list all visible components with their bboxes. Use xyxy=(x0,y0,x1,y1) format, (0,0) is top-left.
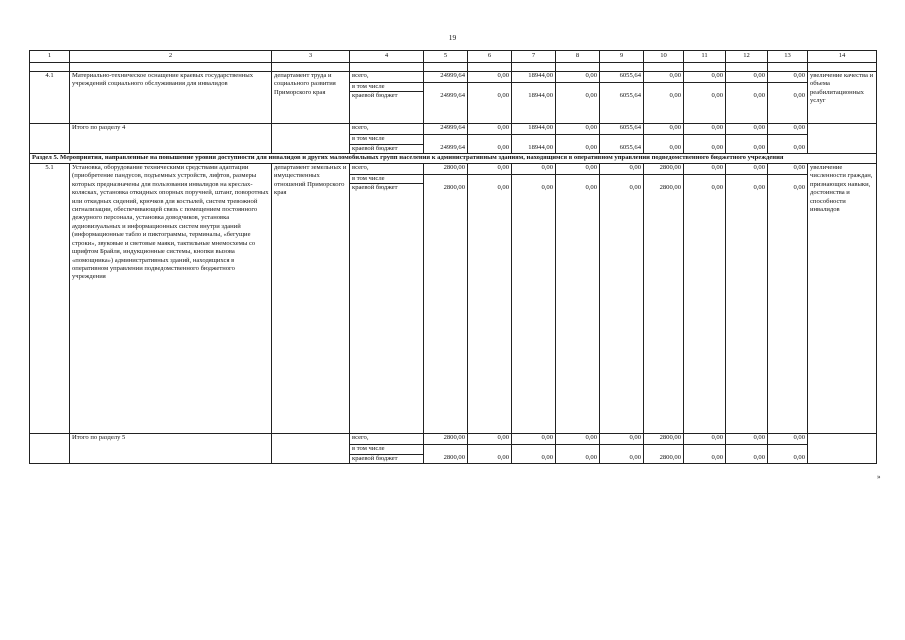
value-cell: 0,00 xyxy=(556,92,600,124)
value-cell: 0,00 xyxy=(684,144,726,153)
source-budget: краевой бюджет xyxy=(350,184,424,434)
total-label: Итого по разделу 4 xyxy=(70,124,272,154)
source-budget: краевой бюджет xyxy=(350,92,424,124)
value-cell: 0,00 xyxy=(468,92,512,124)
header-cell: 10 xyxy=(644,51,684,63)
expected-result: увеличение качества и объема реабилитационных услуг xyxy=(808,72,877,124)
header-cell: 5 xyxy=(424,51,468,63)
header-cell: 12 xyxy=(726,51,768,63)
value-cell: 0,00 xyxy=(512,434,556,445)
header-row xyxy=(30,51,877,63)
header-cell: 4 xyxy=(350,51,424,63)
header-cell: 3 xyxy=(272,51,350,63)
header-cell: 9 xyxy=(600,51,644,63)
value-cell: 0,00 xyxy=(556,144,600,153)
source-budget: краевой бюджет xyxy=(350,454,424,463)
value-cell: 0,00 xyxy=(556,163,600,174)
value-cell: 0,00 xyxy=(556,124,600,135)
header-cell: 2 xyxy=(70,51,272,63)
value-cell: 0,00 xyxy=(600,184,644,434)
header-cell: 13 xyxy=(768,51,808,63)
value-cell: 0,00 xyxy=(768,434,808,445)
value-cell: 0,00 xyxy=(512,163,556,174)
value-cell: 2800,00 xyxy=(424,434,468,445)
value-cell: 6055,64 xyxy=(600,144,644,153)
value-cell: 0,00 xyxy=(726,434,768,445)
value-cell: 2800,00 xyxy=(644,454,684,463)
value-cell: 18944,00 xyxy=(512,124,556,135)
value-cell: 0,00 xyxy=(600,434,644,445)
closing-quote-mark: » xyxy=(877,473,881,481)
value-cell: 0,00 xyxy=(684,72,726,83)
source-total: всего, xyxy=(350,124,424,135)
source-incl: в том числе xyxy=(350,83,424,92)
header-cell: 1 xyxy=(30,51,70,63)
value-cell: 0,00 xyxy=(726,454,768,463)
value-cell: 0,00 xyxy=(556,454,600,463)
value-cell: 0,00 xyxy=(684,184,726,434)
value-cell: 18944,00 xyxy=(512,144,556,153)
value-cell: 0,00 xyxy=(468,184,512,434)
value-cell: 2800,00 xyxy=(644,163,684,174)
section-heading: Раздел 5. Мероприятия, направленные на повышение уровня доступности для инвалидов и других маломобильных групп населения к административным зданиям, находящимся в оперативном управлении подведомственного бюджетного учреждения xyxy=(30,154,877,163)
source-incl: в том числе xyxy=(350,445,424,454)
value-cell: 0,00 xyxy=(768,184,808,434)
value-cell: 0,00 xyxy=(468,434,512,445)
value-cell: 0,00 xyxy=(644,144,684,153)
value-cell: 0,00 xyxy=(600,454,644,463)
value-cell: 0,00 xyxy=(468,124,512,135)
value-cell: 24999,64 xyxy=(424,124,468,135)
value-cell: 0,00 xyxy=(644,92,684,124)
source-total: всего, xyxy=(350,434,424,445)
value-cell: 0,00 xyxy=(556,72,600,83)
table-row xyxy=(30,72,877,83)
value-cell: 0,00 xyxy=(726,124,768,135)
value-cell: 0,00 xyxy=(726,92,768,124)
value-cell: 0,00 xyxy=(468,144,512,153)
value-cell: 6055,64 xyxy=(600,92,644,124)
expected-result: увеличение численности граждан, признающих навыки, достоинства и способности инвалидов xyxy=(808,163,877,433)
source-budget: краевой бюджет xyxy=(350,144,424,153)
value-cell: 0,00 xyxy=(684,124,726,135)
value-cell: 0,00 xyxy=(468,72,512,83)
table-row xyxy=(30,163,877,174)
executor: департамент земельных и имущественных отношений Приморского края xyxy=(272,163,350,433)
executor: департамент труда и социального развития Приморского края xyxy=(272,72,350,124)
value-cell: 0,00 xyxy=(768,92,808,124)
value-cell: 24999,64 xyxy=(424,72,468,83)
value-cell: 6055,64 xyxy=(600,124,644,135)
spacer-row xyxy=(30,63,877,72)
value-cell: 0,00 xyxy=(726,163,768,174)
header-cell: 11 xyxy=(684,51,726,63)
value-cell: 0,00 xyxy=(556,184,600,434)
value-cell: 0,00 xyxy=(768,144,808,153)
value-cell: 2800,00 xyxy=(424,184,468,434)
value-cell: 0,00 xyxy=(768,124,808,135)
row-number: 5.1 xyxy=(30,163,70,433)
value-cell: 0,00 xyxy=(684,163,726,174)
table-row xyxy=(30,434,877,445)
program-table xyxy=(29,50,877,464)
value-cell: 0,00 xyxy=(512,184,556,434)
row-number: 4.1 xyxy=(30,72,70,124)
value-cell: 2800,00 xyxy=(644,184,684,434)
header-cell: 8 xyxy=(556,51,600,63)
value-cell: 2800,00 xyxy=(424,163,468,174)
value-cell: 0,00 xyxy=(468,454,512,463)
value-cell: 0,00 xyxy=(644,124,684,135)
value-cell: 0,00 xyxy=(768,72,808,83)
header-cell: 14 xyxy=(808,51,877,63)
table-row xyxy=(30,124,877,135)
page-number: 19 xyxy=(448,33,457,42)
value-cell: 0,00 xyxy=(768,454,808,463)
value-cell: 0,00 xyxy=(726,144,768,153)
value-cell: 0,00 xyxy=(468,163,512,174)
value-cell: 0,00 xyxy=(768,163,808,174)
source-incl: в том числе xyxy=(350,135,424,144)
value-cell: 0,00 xyxy=(726,184,768,434)
value-cell: 0,00 xyxy=(644,72,684,83)
section-row xyxy=(30,154,877,163)
measure-name: Материально-техническое оснащение краевых государственных учреждений социального обслуживания для инвалидов xyxy=(70,72,272,124)
source-total: всего, xyxy=(350,72,424,83)
value-cell: 18944,00 xyxy=(512,92,556,124)
value-cell: 0,00 xyxy=(512,454,556,463)
value-cell: 0,00 xyxy=(726,72,768,83)
value-cell: 6055,64 xyxy=(600,72,644,83)
value-cell: 0,00 xyxy=(556,434,600,445)
value-cell: 2800,00 xyxy=(644,434,684,445)
header-cell: 7 xyxy=(512,51,556,63)
total-label: Итого по разделу 5 xyxy=(70,434,272,464)
value-cell: 0,00 xyxy=(600,163,644,174)
value-cell: 24999,64 xyxy=(424,144,468,153)
measure-name: Установка, оборудование техническими средствами адаптации (приобретение пандусов, подъемных устройств, лифтов, размеры которых предназначены для пользования инвалидов на креслах-колясках, установка откидных опорных поручней, штанг, поворотных или откидных сидений, крючков для костылей, систем тревожной сигнализации, обеспечивающей связь с помещением постоянного дежурного персонала, установка доводчиков, установка аудиовизуальных и информационных систем внутри зданий (информационные табло и пиктограммы, терминалы, «бегущие строки», звуковые и световые маяки, тактильные мнемосхемы со шрифтом Брайля, индукционные системы, кнопки вызова «помощника») административных зданий, находящихся в оперативном управлении подведомственного бюджетного учреждения xyxy=(70,163,272,433)
source-incl: в том числе xyxy=(350,174,424,183)
value-cell: 0,00 xyxy=(684,454,726,463)
value-cell: 0,00 xyxy=(684,92,726,124)
value-cell: 2800,00 xyxy=(424,454,468,463)
source-total: всего, xyxy=(350,163,424,174)
value-cell: 18944,00 xyxy=(512,72,556,83)
value-cell: 0,00 xyxy=(684,434,726,445)
value-cell: 24999,64 xyxy=(424,92,468,124)
header-cell: 6 xyxy=(468,51,512,63)
